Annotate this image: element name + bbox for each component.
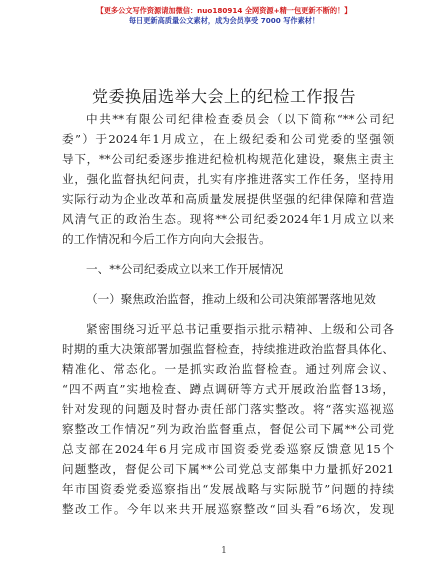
- body-line: 精准化、常态化。一是抓实政治监督检查。通过列席会议、: [62, 362, 394, 376]
- body-line: 针对发现的问题及时督办责任部门落实整改。将“落实巡视巡: [62, 402, 394, 416]
- body-line: 时期的重大决策部署加强监督检查，持续推进政治监督具体化、: [62, 342, 394, 356]
- section-heading: 一、**公司纪委成立以来工作开展情况: [86, 262, 284, 276]
- promo-banner: [0, 6, 448, 26]
- body-line: 察整改工作情况”列为政治监督重点，督促公司下属**公司党: [62, 422, 394, 436]
- body-line: 的工作情况和今后工作方向向大会报告。: [62, 232, 271, 246]
- body-line: 整改工作。今年以来共开展巡察整改“回头看”6场次，发现: [62, 502, 394, 516]
- body-line: 问题整改，督促公司下属**公司党总支部集中力量抓好2021: [62, 462, 394, 476]
- body-line: 总支部在2024年6月完成市国资委党委巡察反馈意见15个: [62, 442, 394, 456]
- promo-banner-line-1: 【更多公文写作资源请加微信：nuo180914 全网资源+精一包更新不断的！】: [96, 6, 352, 15]
- body-line: 年市国资委党委巡察指出“发展战略与实际脱节”问题的持续: [62, 482, 394, 496]
- body-line: 中共**有限公司纪律检查委员会（以下简称“**公司纪: [86, 112, 394, 126]
- page-number: 1: [221, 546, 227, 556]
- body-line: 业，强化监督执纪问责，扎实有序推进落实工作任务，坚持用: [62, 172, 394, 186]
- document-title: 党委换届选举大会上的纪检工作报告: [91, 87, 356, 106]
- body-line: 导下，**公司纪委逐步推进纪检机构规范化建设，聚焦主责主: [62, 152, 394, 166]
- promo-banner-line-2: 每日更新高质量公文素材，成为会员享受 7000 写作素材！: [128, 16, 320, 25]
- body-line: 委”）于2024年1月成立，在上级纪委和公司党委的坚强领: [62, 132, 394, 146]
- subsection-heading: （一）聚焦政治监督，推动上级和公司决策部署落地见效: [86, 292, 376, 306]
- body-line: 紧密围绕习近平总书记重要指示批示精神、上级和公司各: [86, 322, 394, 336]
- body-line: 实际行动为企业改革和高质量发展提供坚强的纪律保障和营造: [62, 192, 394, 206]
- body-line: 风清气正的政治生态。现将**公司纪委2024年1月成立以来: [62, 212, 394, 226]
- body-line: “四不两直”实地检查、蹲点调研等方式开展政治监督13场，: [62, 382, 394, 396]
